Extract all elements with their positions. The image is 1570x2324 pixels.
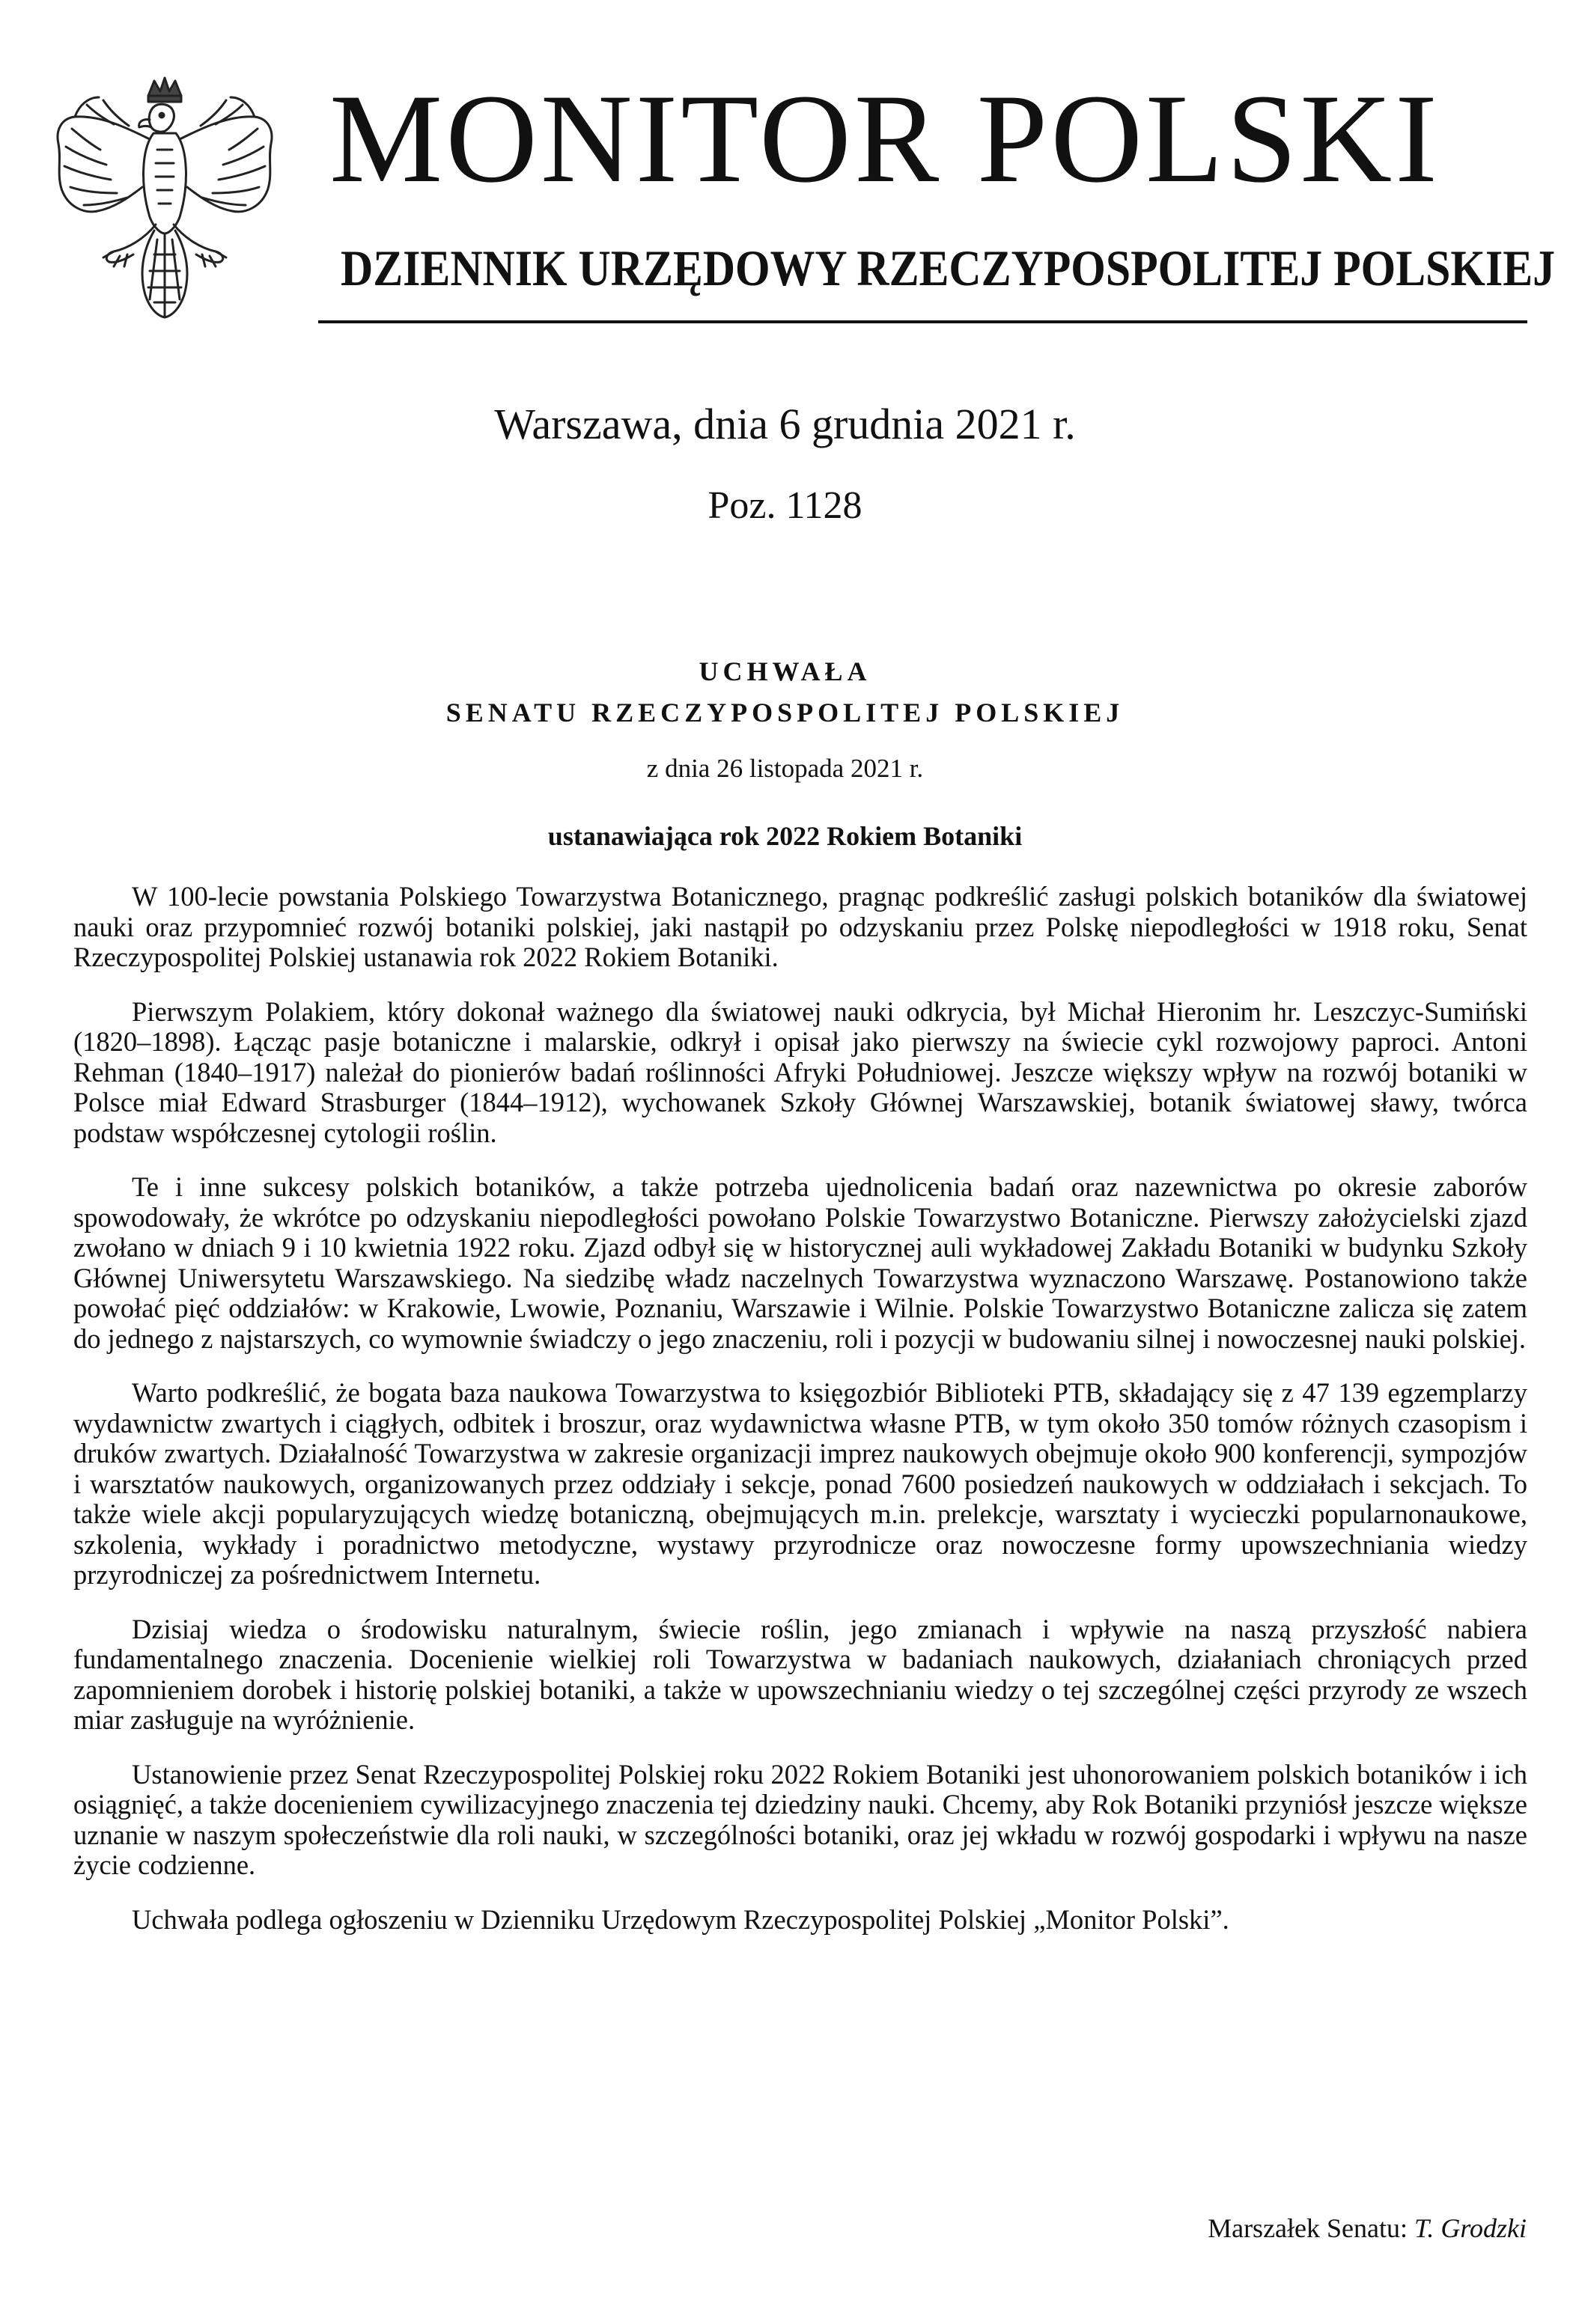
body-paragraph: Warto podkreślić, że bogata baza naukowa Towarzystwa to księgozbiór Biblioteki PTB, składający się z 47 139 egzemplarzy wydawnictw zwartych i ciągłych, odbitek i broszur, oraz wydawnictwa własne PTB, w tym około 350 tomów różnych czasopism i druków zwartych. Działalność Towarzystwa w zakresie organizacji imprez naukowych obejmuje około 900 konferencji, sympozjów i warsztatów naukowych, organizowanych przez oddziały i sekcje, ponad 7600 posiedzeń naukowych w oddziałach i sekcjach. To także wiele akcji popularyzujących wiedzę botaniczną, obejmujących m.in. prelekcje, warsztaty i wycieczki popularnonaukowe, szkolenia, wykłady i poradnictwo metodyczne, wystawy przyrodnicze oraz nowoczesne formy upowszechniania wiedzy przyrodniczej za pośrednictwem Internetu. (73, 1377, 1527, 1590)
masthead-subtitle: DZIENNIK URZĘDOWY RZECZYPOSPOLITEJ POLSKIEJ (341, 240, 1556, 296)
body-paragraph: Pierwszym Polakiem, który dokonał ważnego dla światowej nauki odkrycia, był Michał Hieronim hr. Leszczyc-Sumiński (1820–1898). Łącząc pasje botaniczne i malarskie, odkrył i opisał jako pierwszy na świecie cykl rozwojowy paproci. Antoni Rehman (1840–1917) należał do pionierów badań roślinności Afryki Południowej. Jeszcze większy wpływ na rozwój botaniki w Polsce miał Edward Strasburger (1844–1912), wychowanek Szkoły Głównej Warszawskiej, botanik światowej sławy, twórca podstaw współczesnej cytologii roślin. (73, 995, 1527, 1148)
body-paragraph: Dzisiaj wiedza o środowisku naturalnym, świecie roślin, jego zmianach i wpływie na naszą przyszłość nabiera fundamentalnego znaczenia. Docenienie wielkiej roli Towarzystwa w badaniach naukowych, działaniach chroniących przed zapomnieniem dorobek i historię polskiej botaniki, a także w upowszechnianiu wiedzy o tej szczególnej części przyrody ze wszech miar zasługuje na wyróżnienie. (73, 1613, 1527, 1735)
act-body (73, 882, 1527, 1959)
issue-position-number: Poz. 1128 (708, 484, 862, 527)
eagle-emblem-icon (45, 75, 285, 326)
body-paragraph: Ustanowienie przez Senat Rzeczypospolitej Polskiej roku 2022 Rokiem Botaniki jest uhonorowaniem polskich botaników i ich osiągnięć, a także docenieniem cywilizacyjnego znaczenia tej dziedziny nauki. Chcemy, aby Rok Botaniki przyniósł jeszcze większe uznanie w naszym społeczeństwie dla roli nauki, w szczególności botaniki, oraz jej wkładu w rozwój gospodarki i wpływu na nasze życie codzienne. (73, 1758, 1527, 1880)
body-paragraph: Te i inne sukcesy polskich botaników, a także potrzeba ujednolicenia badań oraz nazewnictwa po okresie zaborów spowodowały, że wkrótce po odzyskaniu niepodległości powołano Polskie Towarzystwo Botaniczne. Pierwszy założycielski zjazd zwołano w dniach 9 i 10 kwietnia 1922 roku. Zjazd odbył się w historycznej auli wykładowej Zakładu Botaniki w budynku Szkoły Głównej Uniwersytetu Warszawskiego. Na siedzibę władz naczelnych Towarzystwa wyznaczono Warszawę. Postanowiono także powołać pięć oddziałów: w Krakowie, Lwowie, Poznaniu, Warszawie i Wilnie. Polskie Towarzystwo Botaniczne zalicza się zatem do jednego z najstarszych, co wymownie świadczy o jego znaczeniu, roli i pozycji w budowaniu silnej i nowoczesnej nauki polskiej. (73, 1171, 1527, 1354)
act-organ-heading: SENATU RZECZYPOSPOLITEJ POLSKIEJ (445, 698, 1125, 728)
signature-name: T. Grodzki (1414, 2213, 1527, 2243)
signature-block (1208, 2212, 1527, 2245)
act-date: z dnia 26 listopada 2021 r. (646, 754, 924, 783)
masthead-divider (318, 320, 1527, 323)
act-type-heading: UCHWAŁA (699, 656, 871, 686)
body-paragraph: W 100-lecie powstania Polskiego Towarzystwa Botanicznego, pragnąc podkreślić zasługi polskich botaników dla światowej nauki oraz przypomnieć rozwój botaniki polskiej, jaki nastąpił po odzyskaniu przez Polskę niepodległości w 1918 roku, Senat Rzeczypospolitej Polskiej ustanawia rok 2022 Rokiem Botaniki. (73, 881, 1527, 972)
act-subject: ustanawiająca rok 2022 Rokiem Botaniki (547, 821, 1023, 851)
body-paragraph: Uchwała podlega ogłoszeniu w Dzienniku Urzędowym Rzeczypospolitej Polskiej „Monitor Polski”. (132, 1903, 1229, 1935)
issue-place-date: Warszawa, dnia 6 grudnia 2021 r. (494, 400, 1076, 448)
masthead-title: MONITOR POLSKI (329, 68, 1440, 209)
signature-role: Marszałek Senatu: (1208, 2213, 1414, 2243)
